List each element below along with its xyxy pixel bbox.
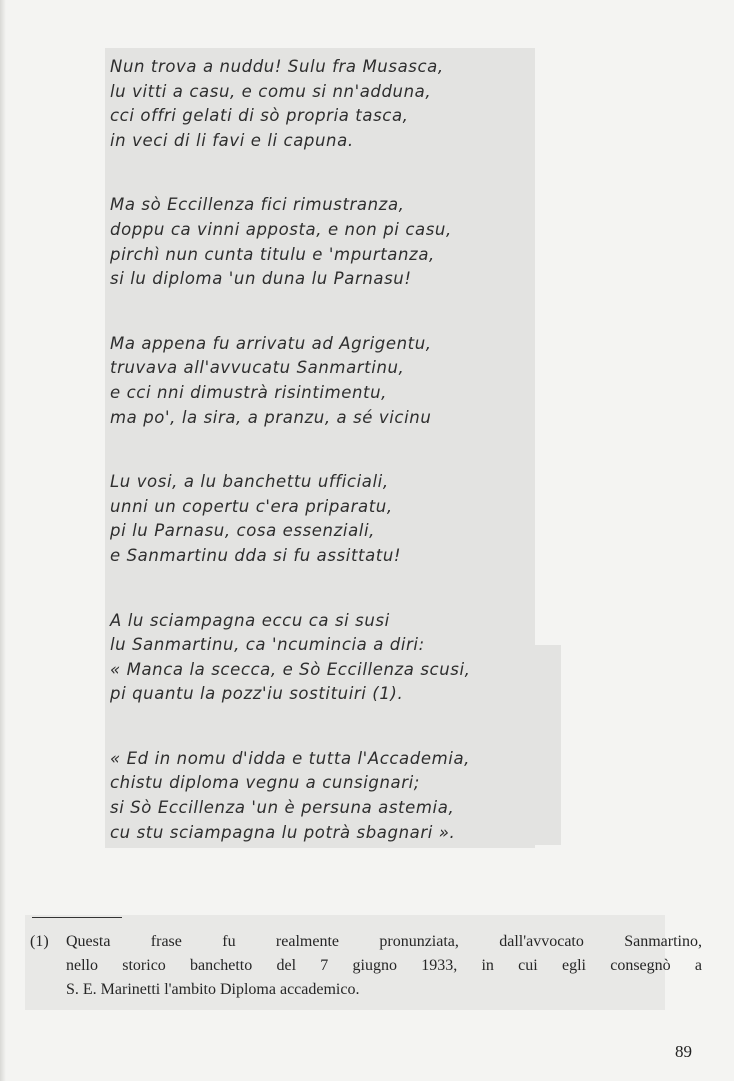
footnote-marker: (1) bbox=[30, 933, 49, 950]
poem-line: Nun trova a nuddu! Sulu fra Musasca, bbox=[110, 57, 444, 76]
poem-line: si Sò Eccillenza 'un è persuna astemia, bbox=[110, 798, 455, 818]
page-edge-shadow bbox=[0, 0, 6, 1081]
poem bbox=[110, 55, 570, 845]
poem-line: « Manca la scecca, e Sò Eccillenza scusi, bbox=[110, 659, 471, 679]
stanza-5 bbox=[110, 609, 570, 707]
poem-line: pirchì nun cunta titulu e 'mpurtanza, bbox=[110, 244, 435, 264]
poem-line: e cci nni dimustrà risintimentu, bbox=[110, 382, 388, 402]
poem-line: unni un copertu c'era priparatu, bbox=[110, 496, 393, 516]
poem-line: in veci di li favi e li capuna. bbox=[110, 130, 354, 150]
stanza-1 bbox=[110, 55, 570, 153]
poem-line: ma po', la sira, a pranzu, a sé vicinu bbox=[110, 407, 432, 427]
poem-line: cu stu sciampagna lu potrà sbagnari ». bbox=[110, 822, 456, 842]
poem-line: truvava all'avvucatu Sanmartinu, bbox=[110, 358, 405, 378]
poem-line: lu Sanmartinu, ca 'ncumincia a diri: bbox=[110, 635, 425, 655]
poem-line: doppu ca vinni apposta, e non pi casu, bbox=[110, 219, 452, 239]
footnote bbox=[30, 930, 702, 1002]
poem-line: Ma appena fu arrivatu ad Agrigentu, bbox=[110, 333, 432, 353]
poem-line: pi quantu la pozz'iu sostituiri (1). bbox=[110, 684, 404, 704]
stanza-6 bbox=[110, 747, 570, 845]
poem-line: A lu sciampagna eccu ca si susi bbox=[110, 610, 390, 630]
stanza-3 bbox=[110, 332, 570, 430]
footnote-line: Questa frase fu realmente pronunziata, dall'avvocato Sanmartino, bbox=[66, 933, 702, 950]
poem-line: e Sanmartinu dda si fu assittatu! bbox=[110, 545, 402, 565]
footnote-line: nello storico banchetto del 7 giugno 1933, in cui egli consegnò a bbox=[66, 957, 702, 974]
poem-line: chistu diploma vegnu a cunsignari; bbox=[110, 773, 420, 793]
stanza-4 bbox=[110, 470, 570, 568]
poem-line: « Ed in nomu d'idda e tutta l'Accademia, bbox=[110, 748, 471, 768]
footnote-first-row bbox=[30, 930, 702, 954]
poem-line: Ma sò Eccillenza fici rimustranza, bbox=[110, 195, 405, 215]
footnote-row bbox=[30, 978, 702, 1002]
page-number: 89 bbox=[675, 1042, 692, 1061]
poem-line: si lu diploma 'un duna lu Parnasu! bbox=[110, 269, 412, 289]
stanza-2 bbox=[110, 193, 570, 291]
poem-line: Lu vosi, a lu banchettu ufficiali, bbox=[110, 472, 389, 492]
poem-line: lu vitti a casu, e comu si nn'adduna, bbox=[110, 81, 432, 101]
poem-line: cci offri gelati di sò propria tasca, bbox=[110, 106, 409, 126]
poem-line: pi lu Parnasu, cosa essenziali, bbox=[110, 521, 375, 541]
footnote-line: S. E. Marinetti l'ambito Diploma accademico. bbox=[66, 981, 360, 998]
footnote-row bbox=[30, 954, 702, 978]
footnote-separator-rule bbox=[32, 917, 122, 918]
